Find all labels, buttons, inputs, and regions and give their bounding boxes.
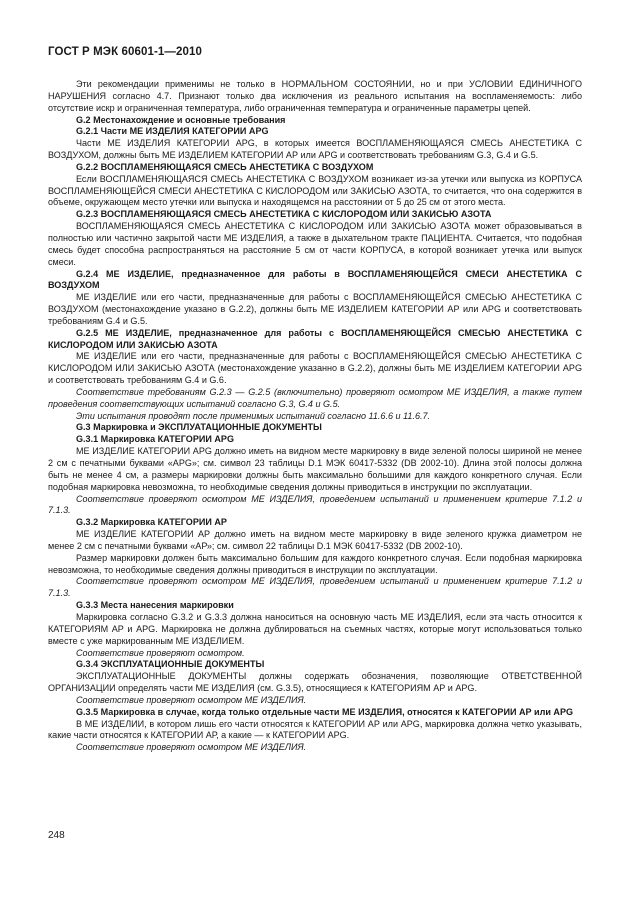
compliance-note: Соответствие требованиям G.2.3 — G.2.5 (включительно) проверяют осмотром МЕ ИЗДЕЛИЯ, а также путем проведения соответствующих испытаний согласно G.3, G.4 и G.5.	[48, 386, 582, 409]
body-paragraph: ВОСПЛАМЕНЯЮЩАЯСЯ СМЕСЬ АНЕСТЕТИКА С КИСЛОРОДОМ ИЛИ ЗАКИСЬЮ АЗОТА может образовываться в полностью или частично закрытой части МЕ ИЗДЕЛИЯ, а также в дыхательном тракте ПАЦИЕНТА. Считается, что подобная смесь будет способна распространяться на расстояние 5 см от части КОРПУСА, в которой возникает утечка или выпуск смеси.	[48, 221, 582, 267]
body-paragraph: МЕ ИЗДЕЛИЕ КАТЕГОРИИ АР должно иметь на видном месте маркировку в виде зеленого кружка диаметром не менее 2 см с печатными буквами «АР»; см. символ 22 таблицы D.1 МЭК 60417-5332 (DB 2002-10).	[48, 529, 582, 551]
compliance-note: Соответствие проверяют осмотром МЕ ИЗДЕЛИЯ, проведением испытаний и применением критерие 7.1.2 и 7.1.3.	[48, 576, 582, 599]
compliance-note: Соответствие проверяют осмотром.	[76, 647, 245, 658]
section-heading: G.3.4 ЭКСПЛУАТАЦИОННЫЕ ДОКУМЕНТЫ	[76, 659, 265, 670]
compliance-note: Эти испытания проводят после применимых испытаний согласно 11.6.6 и 11.6.7.	[76, 410, 431, 421]
document-body	[48, 79, 582, 754]
section-heading: G.2.4 МЕ ИЗДЕЛИЕ, предназначенное для работы в ВОСПЛАМЕНЯЮЩЕЙСЯ СМЕСИ АНЕСТЕТИКА С ВОЗДУХОМ	[48, 268, 582, 291]
body-paragraph: МЕ ИЗДЕЛИЕ или его части, предназначенные для работы с ВОСПЛАМЕНЯЮЩЕЙСЯ СМЕСЬЮ АНЕСТЕТИКА С КИСЛОРОДОМ ИЛИ ЗАКИСЬЮ АЗОТА (местонахождение указанно в G.2.2), должны быть МЕ ИЗДЕЛИЕМ КАТЕГОРИИ APG и соответствовать требованиям G.4 и G.6.	[48, 351, 582, 386]
section-heading: G.2.1 Части МЕ ИЗДЕЛИЯ КАТЕГОРИИ APG	[76, 126, 269, 137]
body-paragraph: Если ВОСПЛАМЕНЯЮЩАЯСЯ СМЕСЬ АНЕСТЕТИКА С ВОЗДУХОМ возникает из-за утечки или выпуска из КОРПУСА ВОСПЛАМЕНЯЮЩЕЙСЯ СМЕСИ АНЕСТЕТИКА С КИСЛОРОДОМ или ЗАКИСЬЮ АЗОТА, то считается, что она содержится в объеме, окружающем место утечки или выпуска и находящемся на расстоянии от 5 до 25 см от этого места.	[48, 173, 582, 208]
compliance-note: Соответствие проверяют осмотром МЕ ИЗДЕЛИЯ, проведением испытаний и применением критерие 7.1.2 и 7.1.3.	[48, 493, 582, 516]
compliance-note: Соответствие проверяют осмотром МЕ ИЗДЕЛИЯ.	[76, 742, 307, 753]
compliance-note: Соответствие проверяют осмотром МЕ ИЗДЕЛИЯ.	[76, 694, 307, 705]
section-heading: G.2.3 ВОСПЛАМЕНЯЮЩАЯСЯ СМЕСЬ АНЕСТЕТИКА С КИСЛОРОДОМ ИЛИ ЗАКИСЬЮ АЗОТА	[76, 209, 492, 220]
body-paragraph: МЕ ИЗДЕЛИЕ КАТЕГОРИИ APG должно иметь на видном месте маркировку в виде зеленой полосы шириной не менее 2 см с печатными буквами «APG»; см. символ 23 таблицы D.1 МЭК 60417-5332 (DB 2002-10). Длина этой полосы должна быть не менее 4 см, а размеры маркировки должны быть максимально большими для каждого конкретного случая. Если подобная маркировка невозможна, то необходимые сведения должны приводиться в инструкции по эксплуатации.	[48, 446, 582, 492]
body-paragraph: Части МЕ ИЗДЕЛИЯ КАТЕГОРИИ APG, в которых имеется ВОСПЛАМЕНЯЮЩАЯСЯ СМЕСЬ АНЕСТЕТИКА С ВОЗДУХОМ, должны быть МЕ ИЗДЕЛИЕМ КАТЕГОРИИ АР или APG и соответствовать требованиям G.3, G.4 и G.5.	[48, 138, 582, 161]
section-heading: G.3.5 Маркировка в случае, когда только отдельные части МЕ ИЗДЕЛИЯ, относятся к КАТЕГОРИИ АР или APG	[76, 706, 574, 717]
section-heading: G.3 Маркировка и ЭКСПЛУАТАЦИОННЫЕ ДОКУМЕНТЫ	[76, 422, 322, 433]
body-paragraph: ЭКСПЛУАТАЦИОННЫЕ ДОКУМЕНТЫ должны содержать обозначения, позволяющие ОТВЕТСТВЕННОЙ ОРГАНИЗАЦИИ определять части МЕ ИЗДЕЛИЯ (см. G.3.5), относящиеся к КАТЕГОРИЯМ АР и APG.	[48, 671, 582, 694]
section-heading: G.3.3 Места нанесения маркировки	[76, 600, 234, 611]
body-paragraph: В МЕ ИЗДЕЛИИ, в котором лишь его части относятся к КАТЕГОРИИ АР или APG, маркировка должна четко указывать, какие части относятся к КАТЕГОРИИ АР, а какие — к КАТЕГОРИИ APG.	[48, 718, 582, 741]
body-paragraph: Маркировка согласно G.3.2 и G.3.3 должна наноситься на основную часть МЕ ИЗДЕЛИЯ, если эта часть относится к КАТЕГОРИЯМ АР и APG. Маркировка не должна дублироваться на съемных частях, которые могут использоваться только вместе с уже маркированным МЕ ИЗДЕЛИЕМ.	[48, 611, 582, 646]
section-heading: G.2.2 ВОСПЛАМЕНЯЮЩАЯСЯ СМЕСЬ АНЕСТЕТИКА С ВОЗДУХОМ	[76, 161, 374, 172]
section-heading: G.3.1 Маркировка КАТЕГОРИИ APG	[76, 434, 234, 445]
standard-header: ГОСТ Р МЭК 60601-1—2010	[48, 46, 202, 58]
section-heading: G.3.2 Маркировка КАТЕГОРИИ АР	[76, 517, 227, 528]
body-paragraph: МЕ ИЗДЕЛИЕ или его части, предназначенные для работы с ВОСПЛАМЕНЯЮЩЕЙСЯ СМЕСЬЮ АНЕСТЕТИКА С ВОЗДУХОМ (местонахождение указано в G.2.2), должны быть МЕ ИЗДЕЛИЕМ КАТЕГОРИИ АР или APG и соответствовать требованиям G.4 и G.5.	[48, 292, 582, 326]
body-paragraph: Эти рекомендации применимы не только в НОРМАЛЬНОМ СОСТОЯНИИ, но и при УСЛОВИИ ЕДИНИЧНОГО НАРУШЕНИЯ согласно 4.7. Признают только два исключения из реального испытания на воспламеняемость: либо отсутствие искр и ограниченная температура, либо ограниченная температура и ограниченные параметры цепей.	[48, 79, 582, 113]
body-paragraph: Размер маркировки должен быть максимально большим для каждого конкретного случая. Если подобная маркировка невозможна, то необходимые сведения должны приводиться в инструкции по эксплуатации.	[48, 552, 582, 575]
page-number: 248	[48, 830, 65, 841]
section-heading: G.2 Местонахождение и основные требования	[76, 114, 286, 125]
section-heading: G.2.5 МЕ ИЗДЕЛИЕ, предназначенное для работы с ВОСПЛАМЕНЯЮЩЕЙСЯ СМЕСЬЮ АНЕСТЕТИКА С КИСЛОРОДОМ ИЛИ ЗАКИСЬЮ АЗОТА	[48, 327, 582, 350]
